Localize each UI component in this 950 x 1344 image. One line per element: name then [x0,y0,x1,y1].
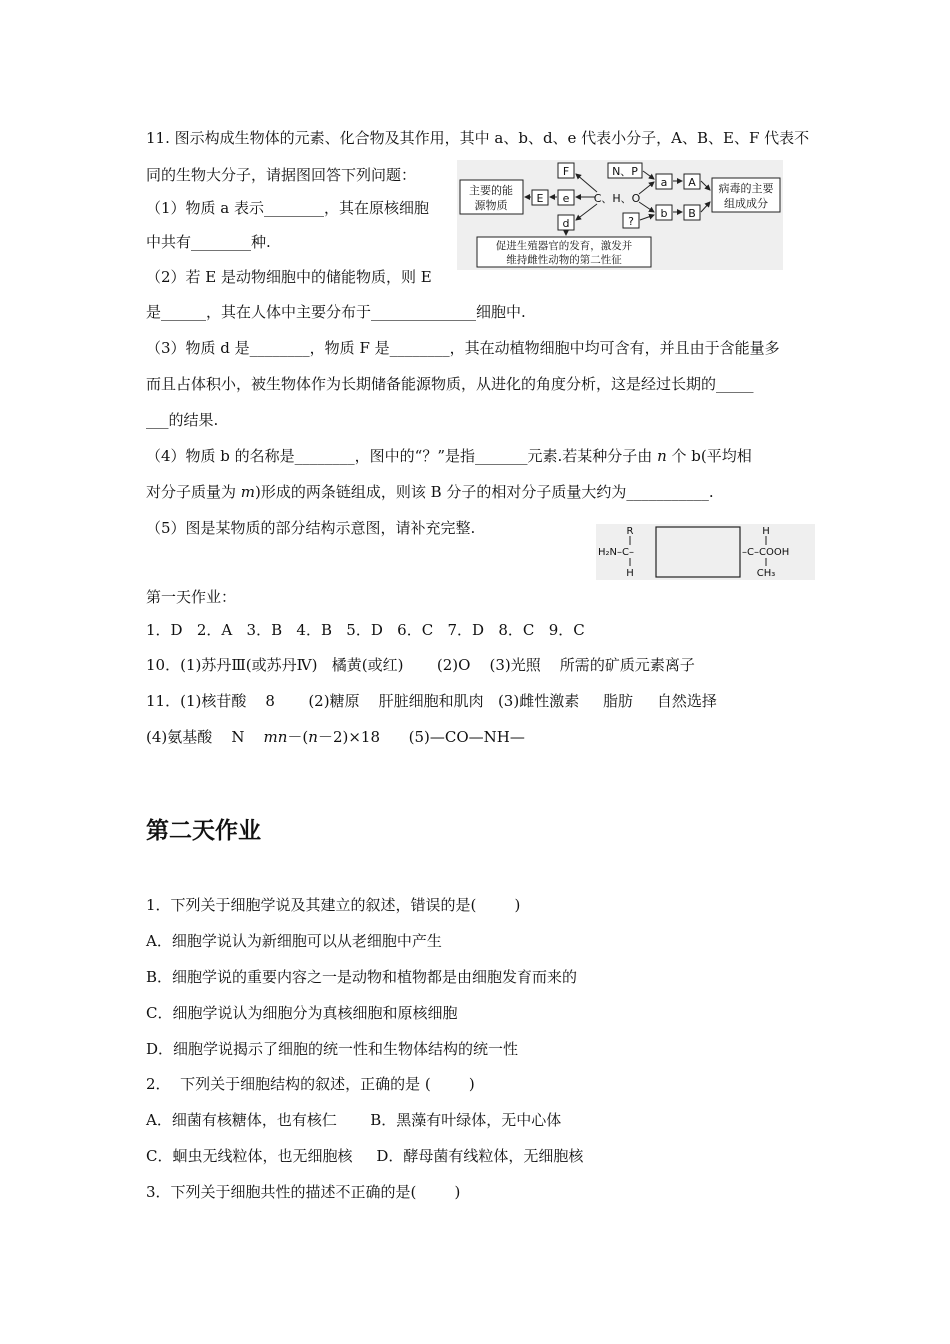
q11-part4a: （4）物质 b 的名称是________，图中的“？”是指_______元素.若某种分子由 n 个 b(平均相 [146,447,752,465]
arrow-to-d [576,204,597,220]
q11-part3c: ___的结果. [146,411,219,429]
q11-part3a: （3）物质 d 是________，物质 F 是________，其在动植物细胞中均可含有，并且由于含能量多 [146,339,780,357]
day2-q2: 2． 下列关于细胞结构的叙述，正确的是 ( ) [146,1075,475,1093]
virus-label-1: 病毒的主要 [718,182,774,195]
arrow-to-F [576,174,597,192]
node-E-label: E [536,192,544,205]
q11-part2a: （2）若 E 是动物细胞中的储能物质，则 E [146,268,432,286]
node-A-label: A [688,176,696,189]
day2-q1-option-b: B．细胞学说的重要内容之一是动物和植物都是由细胞发育而来的 [146,968,578,986]
h-top-right: H [762,526,770,537]
node-d-label: d [562,217,570,230]
peptide-structure-diagram [596,524,815,580]
r-group-label: R [626,526,634,537]
center-elements: C、H、O [593,192,641,205]
q11-part2b: 是______，其在人体中主要分布于______________细胞中. [146,303,526,321]
methyl-label: CH₃ [756,568,776,579]
h-bottom-left: H [626,568,634,579]
q11-part3b: 而且占体积小，被生物体作为长期储备能源物质，从进化的角度分析，这是经过长期的_____ [146,375,754,393]
energy-label-2: 源物质 [474,199,508,212]
node-B-label: B [688,207,696,220]
node-a-label: a [660,176,668,189]
q11-line1: 11. 图示构成生物体的元素、化合物及其作用，其中 a、b、d、e 代表小分子，A、B、E、F 代表不 [146,129,810,147]
day2-q1-option-a: A．细胞学说认为新细胞可以从老细胞中产生 [146,932,442,950]
virus-label-2: 组成成分 [724,197,768,210]
answers-line2: 10．(1)苏丹Ⅲ(或苏丹Ⅳ) 橘黄(或红) (2)O (3)光照 所需的矿质元素离子 [146,656,695,674]
hormone-label-1: 促进生殖器官的发育，激发并 [495,240,633,252]
answers-line4: (4)氨基酸 N mn－(n－2)×18 (5)—CO—NH— [146,728,525,746]
node-F-label: F [562,165,570,178]
q11-part1b: 中共有________种. [146,233,271,251]
arrow-A-to-virus [701,181,710,190]
answers-line1: 1．D 2．A 3．B 4．B 5．D 6．C 7．D 8．C 9．C [146,621,585,639]
node-question-label: ? [628,215,634,228]
amino-end-label: H₂N–C– [598,547,634,558]
node-NP-label: N、P [612,165,638,178]
node-b-label: b [660,207,668,220]
answers-title: 第一天作业： [146,588,237,606]
day2-q1: 1．下列关于细胞学说及其建立的叙述，错误的是( ) [146,896,521,914]
arrow-B-to-virus [701,202,710,212]
arrow-NP-to-a [643,171,654,179]
arrow-q-to-b [640,215,654,220]
q11-part1a: （1）物质 a 表示________，其在原核细胞 [146,199,430,217]
q11-part4b: 对分子质量为 m)形成的两条链组成，则该 B 分子的相对分子质量大约为___________. [146,483,714,501]
arrow-to-b [639,202,654,212]
day2-q1-option-d: D．细胞学说揭示了细胞的统一性和生物体结构的统一性 [146,1040,519,1058]
day2-q2-options-ab: A．细菌有核糖体，也有核仁 B．黑藻有叶绿体，无中心体 [146,1111,562,1129]
q11-line2: 同的生物大分子，请据图回答下列问题： [146,166,417,184]
day2-q3: 3．下列关于细胞共性的描述不正确的是( ) [146,1183,461,1201]
node-e-label: e [562,192,570,205]
carboxyl-end-label: –C–COOH [742,547,790,558]
hormone-label-2: 维持雌性动物的第二性征 [506,254,622,266]
day2-q1-option-c: C．细胞学说认为细胞分为真核细胞和原核细胞 [146,1004,458,1022]
day2-heading: 第二天作业 [146,818,261,844]
answers-line3: 11．(1)核苷酸 8 (2)糖原 肝脏细胞和肌肉 (3)雌性激素 脂肪 自然选择 [146,692,717,710]
day2-q2-options-cd: C．蛔虫无线粒体，也无细胞核 D．酵母菌有线粒体，无细胞核 [146,1147,584,1165]
blank-structure-box [656,527,740,577]
arrow-to-a [639,182,654,194]
energy-label-1: 主要的能 [469,184,513,197]
compound-diagram [457,160,783,270]
q11-part5: （5）图是某物质的部分结构示意图，请补充完整. [146,519,476,537]
